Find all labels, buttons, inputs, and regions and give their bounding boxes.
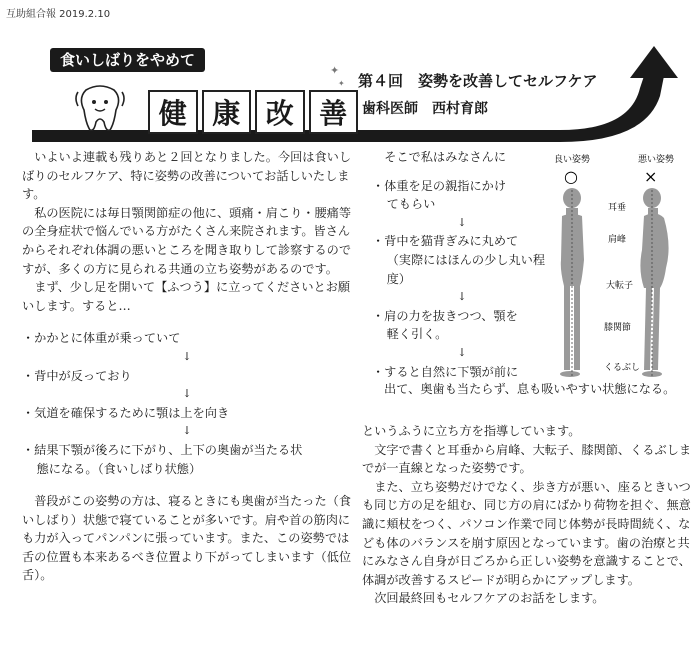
publication-header: 互助組合報 2019.2.10 bbox=[6, 9, 111, 20]
title-char: 改 bbox=[255, 90, 305, 134]
point-label: 耳垂 bbox=[608, 203, 627, 213]
list-item-continuation: 態になる。（食いしばり状態） bbox=[36, 461, 202, 476]
bad-posture-label: 悪い姿勢 bbox=[638, 155, 675, 165]
list-item: ・背中を猫背ぎみに丸めて bbox=[372, 234, 519, 249]
list-item: ・肩の力を抜きつつ、顎を bbox=[372, 308, 518, 323]
svg-text:✦: ✦ bbox=[338, 79, 345, 88]
title-char: 善 bbox=[309, 90, 359, 134]
paragraph: また、立ち姿勢だけでなく、歩き方が悪い、座るときいつも同じ方の足を組む、同じ方の肩にばかり荷物を担ぐ、無意識に頬杖をつく、パソコン作業で同じ体勢が長時間続く、なども体のバランスを崩す原因となっています。歯の治療と共にみなさん自身が日ごろから正しい姿勢を意識することで、体調が改善するスピードが明らかにアップします。 bbox=[362, 479, 691, 587]
paragraph: 私の医院には毎日顎関節症の他に、頭痛・肩こり・腰痛等の全身症状で悩んでいる方がたくさん来院されます。皆さんからそれぞれ体調の悪いところを聞き取りして診察するのですが、多くの方に見られる共通の立ち姿勢があるのです。 bbox=[22, 205, 352, 276]
good-posture-label: 良い姿勢 bbox=[554, 155, 591, 165]
list-item: ・背中が反っており bbox=[22, 368, 132, 383]
down-arrow-icon: ↓ bbox=[457, 215, 467, 229]
list-item: ・気道を確保するために顎は上を向き bbox=[22, 405, 230, 420]
down-arrow-icon: ↓ bbox=[457, 345, 467, 359]
paragraph: まず、少し足を開いて【ふつう】に立ってくださいとお願いします。すると… bbox=[22, 280, 351, 313]
left-column bbox=[22, 148, 360, 585]
title-char: 康 bbox=[202, 90, 252, 134]
list-item: ・すると自然に下顎が前に bbox=[372, 364, 519, 379]
series-tag: 食いしばりをやめて bbox=[50, 48, 205, 72]
curved-up-arrow-icon bbox=[630, 46, 678, 78]
right-column-bottom bbox=[362, 422, 692, 608]
list-item-continuation: 出て、奥歯も当たらず、息も吸いやすい状態になる。 bbox=[384, 382, 676, 396]
posture-figure bbox=[548, 150, 696, 384]
good-mark: ○ bbox=[564, 167, 578, 186]
list-item-continuation: 軽く引く。 bbox=[386, 327, 448, 342]
list-item: ・かかとに体重が乗っていて bbox=[22, 331, 181, 346]
paragraph: 普段がこの姿勢の方は、寝るときにも奥歯が当たった（食いしばり）状態で寝ていることが多いです。肩や首の筋肉にも力が入ってパンパンに張っています。また、この姿勢では舌の位置も本来あるべき位置より下がってしまいます（低位舌）。 bbox=[22, 494, 352, 583]
list-item: ・結果下顎が後ろに下がり、上下の奥歯が当たる状 bbox=[22, 442, 303, 457]
svg-text:✦: ✦ bbox=[330, 64, 340, 77]
point-label: 肩峰 bbox=[608, 235, 627, 245]
paragraph: そこで私はみなさんに bbox=[384, 150, 507, 164]
episode-title: 第４回 姿勢を改善してセルフケア bbox=[358, 72, 598, 90]
point-label: くるぶし bbox=[604, 363, 641, 373]
tooth-mascot-icon bbox=[72, 80, 128, 134]
list-item-continuation: てもらい bbox=[386, 197, 436, 212]
title-char: 健 bbox=[148, 90, 198, 134]
paragraph: 次回最終回もセルフケアのお話をします。 bbox=[374, 591, 605, 606]
paragraph: というふうに立ち方を指導しています。 bbox=[362, 424, 581, 438]
point-label: 膝関節 bbox=[604, 323, 632, 333]
paragraph: 文字で書くと耳垂から肩峰、大転子、膝関節、くるぶしまでが一直線となった姿勢です。 bbox=[362, 442, 692, 476]
down-arrow-icon: ↓ bbox=[182, 349, 192, 363]
down-arrow-icon: ↓ bbox=[182, 387, 192, 401]
list-item-continuation: （実際にはほんの少し丸い程度） bbox=[386, 252, 546, 286]
author-name: 歯科医師 西村育郎 bbox=[362, 101, 488, 117]
right-column-top bbox=[372, 148, 552, 381]
point-label: 大転子 bbox=[606, 281, 634, 291]
list-item: ・体重を足の親指にかけ bbox=[372, 178, 507, 193]
bad-posture-silhouette bbox=[640, 188, 668, 377]
down-arrow-icon: ↓ bbox=[457, 290, 467, 304]
paragraph: いよいよ連載も残りあと２回となりました。今回は食いしばりのセルフケア、特に姿勢の改善についてお話しいたします。 bbox=[22, 150, 352, 202]
down-arrow-icon: ↓ bbox=[182, 424, 192, 438]
bad-mark: × bbox=[644, 167, 658, 186]
title-box bbox=[148, 90, 358, 130]
